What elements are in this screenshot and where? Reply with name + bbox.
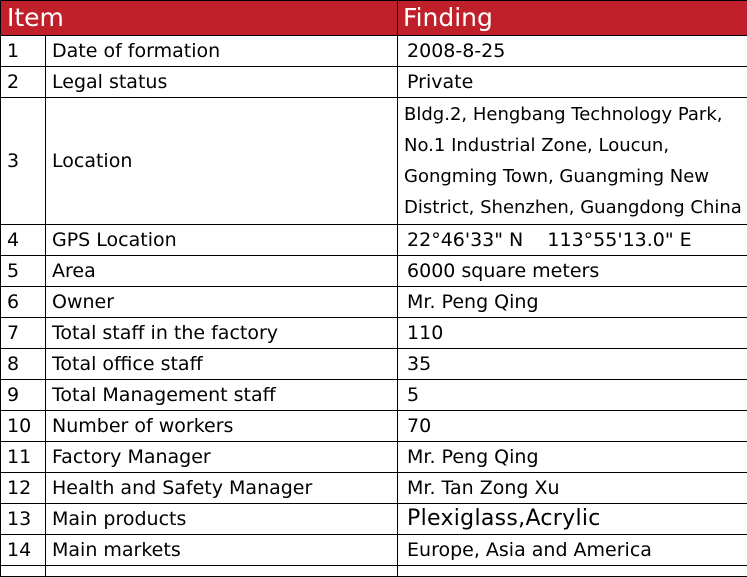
table-row — [1, 535, 747, 566]
row-number: 11 — [1, 442, 46, 473]
row-number: 4 — [1, 225, 46, 256]
table-row — [1, 349, 747, 380]
row-number: 6 — [1, 287, 46, 318]
row-finding: 22°46'33" N 113°55'13.0" E — [398, 225, 747, 256]
row-item: Main products — [46, 504, 398, 535]
table-row — [1, 225, 747, 256]
row-item: Number of workers — [46, 411, 398, 442]
row-finding: Bldg.2, Hengbang Technology Park, No.1 Industrial Zone, Loucun, Gongming Town, Guangming New District, Shenzhen, Guangdong China — [398, 98, 747, 225]
row-finding: 110 — [398, 318, 747, 349]
row-item: Total office staff — [46, 349, 398, 380]
row-item: Area — [46, 256, 398, 287]
row-finding: Europe, Asia and America — [398, 535, 747, 566]
row-number: 10 — [1, 411, 46, 442]
row-number: 5 — [1, 256, 46, 287]
table-row — [1, 380, 747, 411]
row-item: Owner — [46, 287, 398, 318]
row-item: Date of formation — [46, 36, 398, 67]
table-row — [1, 67, 747, 98]
row-finding: Mr. Peng Qing — [398, 287, 747, 318]
row-finding: Mr. Peng Qing — [398, 442, 747, 473]
row-finding: 5 — [398, 380, 747, 411]
row-number: 1 — [1, 36, 46, 67]
table-row — [1, 98, 747, 225]
row-number: 2 — [1, 67, 46, 98]
table-row — [1, 411, 747, 442]
row-number: 7 — [1, 318, 46, 349]
table-row — [1, 473, 747, 504]
row-finding: Plexiglass,Acrylic — [398, 504, 747, 535]
row-finding: Mr. Tan Zong Xu — [398, 473, 747, 504]
table-row — [1, 318, 747, 349]
row-item: Legal status — [46, 67, 398, 98]
header-item: Item — [1, 1, 398, 36]
row-finding: Private — [398, 67, 747, 98]
row-number: 3 — [1, 98, 46, 225]
row-number: 12 — [1, 473, 46, 504]
row-item: Total staff in the factory — [46, 318, 398, 349]
row-finding: 35 — [398, 349, 747, 380]
table-row — [1, 442, 747, 473]
row-item: GPS Location — [46, 225, 398, 256]
row-item: Total Management staff — [46, 380, 398, 411]
row-finding: 2008-8-25 — [398, 36, 747, 67]
table-row — [1, 287, 747, 318]
row-item: Factory Manager — [46, 442, 398, 473]
row-number: 14 — [1, 535, 46, 566]
table-row — [1, 504, 747, 535]
header-finding: Finding — [398, 1, 747, 36]
table-header-row — [1, 1, 747, 36]
row-number: 8 — [1, 349, 46, 380]
row-number: 13 — [1, 504, 46, 535]
row-item: Health and Safety Manager — [46, 473, 398, 504]
row-finding: 6000 square meters — [398, 256, 747, 287]
table-row — [1, 36, 747, 67]
row-item: Location — [46, 98, 398, 225]
row-finding: 70 — [398, 411, 747, 442]
row-number: 9 — [1, 380, 46, 411]
table-row — [1, 256, 747, 287]
row-item: Main markets — [46, 535, 398, 566]
